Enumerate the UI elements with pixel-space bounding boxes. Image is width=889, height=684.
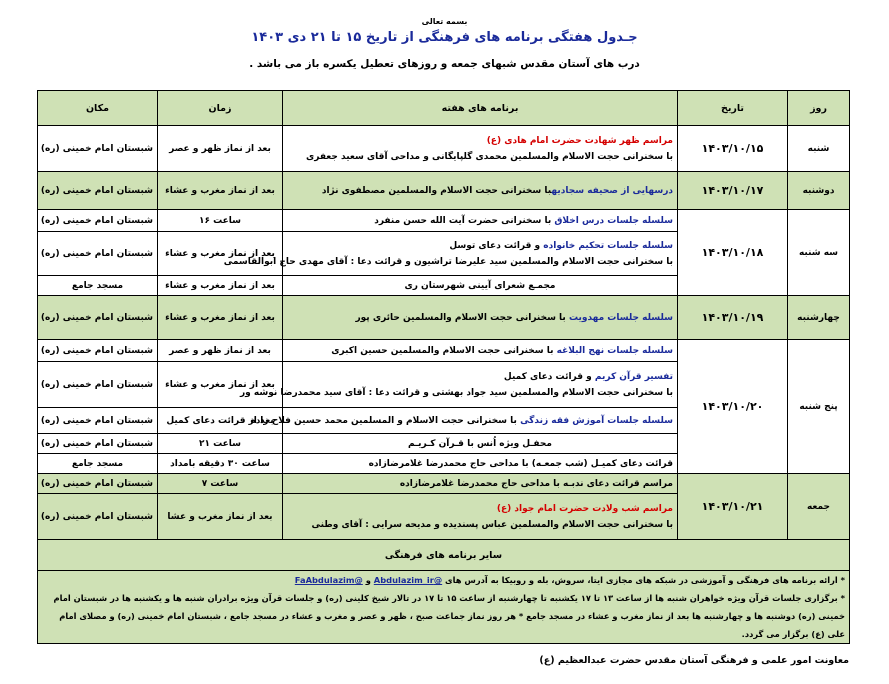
program-cell <box>283 454 678 474</box>
day-cell: سه شنبه <box>788 210 850 296</box>
col-header-time: زمان <box>158 91 283 126</box>
time-cell: بعد از نماز مغرب و عشاء <box>158 172 283 210</box>
table-header-row <box>38 91 850 126</box>
program-detail: با سخنرانی حجت الاسلام والمسلمین عباس پسندیده و مدیحه سرایی : آقای وطنی <box>311 519 673 530</box>
program-title: سلسله جلسات درس اخلاق <box>554 215 673 226</box>
place-cell: شبستان امام خمینی (ره) <box>38 408 158 434</box>
program-detail: با سخنرانی حجت الاسلام و المسلمین محمد حسین فلاح زاده <box>250 415 521 426</box>
program-title: مراسم قرائت دعای ندبـه با مداحی حاج محمدرضا غلامرضازاده <box>399 478 673 489</box>
time-cell: بعد از نماز مغرب و عشاء <box>158 276 283 296</box>
time-cell: بعد از نماز ظهر و عصر <box>158 126 283 172</box>
time-cell: بعد از نماز مغرب و عشاء <box>158 232 283 276</box>
program-title: سلسله جلسات آموزش فقه زندگی <box>520 415 673 426</box>
program-cell <box>283 172 678 210</box>
col-header-program: برنامه های هفته <box>283 91 678 126</box>
program-title: مراسم ظهر شهادت حضرت امام هادی (ع) <box>486 135 673 146</box>
col-header-day: روز <box>788 91 850 126</box>
date-cell: ۱۴۰۳/۱۰/۲۰ <box>678 340 788 474</box>
program-title: مجمـع شعرای آیینی شهرستان ری <box>404 280 556 291</box>
program-detail: با سخنرانی حجت الاسلام والمسلمین محمدی گلپایگانی و مداحی آقای سعید جعفری <box>305 151 673 162</box>
program-cell <box>283 474 678 494</box>
program-cell <box>240 362 678 408</box>
place-cell: مسجد جامع <box>38 454 158 474</box>
program-subtitle: و قرائت دعای کمیل <box>503 371 595 382</box>
time-cell: بعد از قرائت دعای کمیل <box>158 408 283 434</box>
note-social-channels <box>42 571 845 589</box>
program-title: سلسله جلسات نهج البلاغه <box>556 345 673 356</box>
time-cell: ساعت ۳۰ دقیقه بامداد <box>158 454 283 474</box>
place-cell: شبستان امام خمینی (ره) <box>38 434 158 454</box>
day-cell: دوشنبه <box>788 172 850 210</box>
program-subtitle: و قرائت دعای توسل <box>449 240 544 251</box>
time-cell: بعد از نماز مغرب و عشا <box>158 494 283 540</box>
program-cell <box>223 232 678 276</box>
place-cell: شبستان امام خمینی (ره) <box>38 172 158 210</box>
place-cell: شبستان امام خمینی (ره) <box>38 210 158 232</box>
place-cell: شبستان امام خمینی (ره) <box>38 296 158 340</box>
program-title: درسهایی از صحیفه سجادیه <box>551 185 673 196</box>
program-title: سلسله جلسات مهدویت <box>568 312 673 323</box>
notes-row <box>38 571 850 644</box>
date-cell: ۱۴۰۳/۱۰/۲۱ <box>678 474 788 540</box>
program-cell <box>283 210 678 232</box>
table-row <box>38 474 850 494</box>
notes-cell <box>38 571 850 644</box>
program-detail: با سخنرانی حجت الاسلام والمسلمین حسین اکبری <box>331 345 557 356</box>
date-cell: ۱۴۰۳/۱۰/۱۹ <box>678 296 788 340</box>
table-row <box>38 172 850 210</box>
time-cell: بعد از نماز مغرب و عشاء <box>158 362 283 408</box>
other-programs-row <box>38 540 850 571</box>
table-row <box>38 210 850 232</box>
page-subtitle: درب های آستان مقدس شبهای جمعه و روزهای تعطیل یکسره باز می باشد . <box>249 58 640 70</box>
day-cell: چهارشنبه <box>788 296 850 340</box>
table-row <box>38 296 850 340</box>
time-cell: ساعت ۱۶ <box>158 210 283 232</box>
program-detail: با سخنرانی حجت الاسلام والمسلمین حائری پور <box>355 312 569 323</box>
time-cell: بعد از نماز مغرب و عشاء <box>158 296 283 340</box>
program-title: قرائت دعای کمیـل (شب جمعـه) با مداحی حاج محمدرضا غلامرضازاده <box>368 458 673 469</box>
place-cell: مسجد جامع <box>38 276 158 296</box>
place-cell: شبستان امام خمینی (ره) <box>38 232 158 276</box>
date-cell: ۱۴۰۳/۱۰/۱۵ <box>678 126 788 172</box>
day-cell: شنبه <box>788 126 850 172</box>
time-cell: ساعت ۲۱ <box>158 434 283 454</box>
date-cell: ۱۴۰۳/۱۰/۱۷ <box>678 172 788 210</box>
program-cell <box>283 296 678 340</box>
program-detail: با سخنرانی حجت الاسلام والمسلمین مصطفوی نژاد <box>321 185 552 196</box>
other-programs-heading: سایر برنامه های فرهنگی <box>38 540 850 571</box>
col-header-date: تاریخ <box>678 91 788 126</box>
place-cell: شبستان امام خمینی (ره) <box>38 126 158 172</box>
table-row <box>38 126 850 172</box>
time-cell: ساعت ۷ <box>158 474 283 494</box>
table-row <box>38 340 850 362</box>
schedule-table <box>37 90 850 644</box>
program-cell <box>283 126 678 172</box>
program-cell <box>283 340 678 362</box>
program-cell <box>283 276 678 296</box>
col-header-place: مکان <box>38 91 158 126</box>
program-detail: با سخنرانی حجت الاسلام والمسلمین سید علیرضا تراشیون و قرائت دعا : آقای مهدی حاج ابوالقاسمی <box>223 256 673 267</box>
program-title: سلسله جلسات تحکیم خانواده <box>543 240 673 251</box>
place-cell: شبستان امام خمینی (ره) <box>38 474 158 494</box>
time-cell: بعد از نماز ظهر و عصر <box>158 340 283 362</box>
day-cell: جمعه <box>788 474 850 540</box>
note-and: و <box>365 575 371 585</box>
social-handle-link[interactable]: @Abdulazim_ir <box>373 575 443 585</box>
footer-signature: معاونت امور علمی و فرهنگی آستان مقدس حضرت عبدالعظیم (ع) <box>539 655 849 666</box>
note-quran-sessions: * برگزاری جلسات قرآن ویژه خواهران شنبه ها از ساعت ۱۳ تا ۱۷ یکشنبه تا چهارشنبه از ساعت ۱۵ تا ۱۷ در تالار شیخ کلینی (ره) و جلسات قرآن ویژه برادران شنبه ها و یکشنبه ها در شبستان امام خمینی (ره) دوشنبه ها و چهارشنبه ها بعد از نماز مغرب و عشاء در مسجد جامع * هر روز نماز جماعت صبح ، ظهر و عصر و مغرب و عشاء در مسجد جامع ، شبستان امام خمینی (ره) و مصلای امام علی (ع) برگزار می گردد. <box>53 593 845 639</box>
program-cell <box>283 434 678 454</box>
day-cell: پنج شنبه <box>788 340 850 474</box>
date-cell: ۱۴۰۳/۱۰/۱۸ <box>678 210 788 296</box>
program-title: مراسم شب ولادت حضرت امام جواد (ع) <box>496 503 673 514</box>
note-social-text: * ارائه برنامه های فرهنگی و آموزشی در شبکه های مجازی ایتا، سروش، بله و روبیکا به آدرس های <box>445 575 845 585</box>
bismillah-heading: بسمه تعالی <box>421 17 468 26</box>
program-cell <box>283 494 678 540</box>
program-detail: با سخنرانی حضرت آیت الله حسن منفرد <box>374 215 555 226</box>
page-title: جـدول هفتگی برنامه های فرهنگی از تاریخ ۱۵ تا ۲۱ دی ۱۴۰۳ <box>251 30 638 45</box>
place-cell: شبستان امام خمینی (ره) <box>38 340 158 362</box>
program-detail: با سخنرانی حجت الاسلام والمسلمین سید جواد بهشتی و قرائت دعا : آقای سید محمدرضا نوشه ور <box>240 387 673 398</box>
program-cell <box>250 408 678 434</box>
place-cell: شبستان امام خمینی (ره) <box>38 494 158 540</box>
social-handle-link[interactable]: @FaAbdulazim <box>294 575 363 585</box>
place-cell: شبستان امام خمینی (ره) <box>38 362 158 408</box>
program-title: تفسیر قرآن کریم <box>594 371 673 382</box>
program-title: محفـل ویژه اُنس با قـرآن کـریـم <box>408 438 552 449</box>
